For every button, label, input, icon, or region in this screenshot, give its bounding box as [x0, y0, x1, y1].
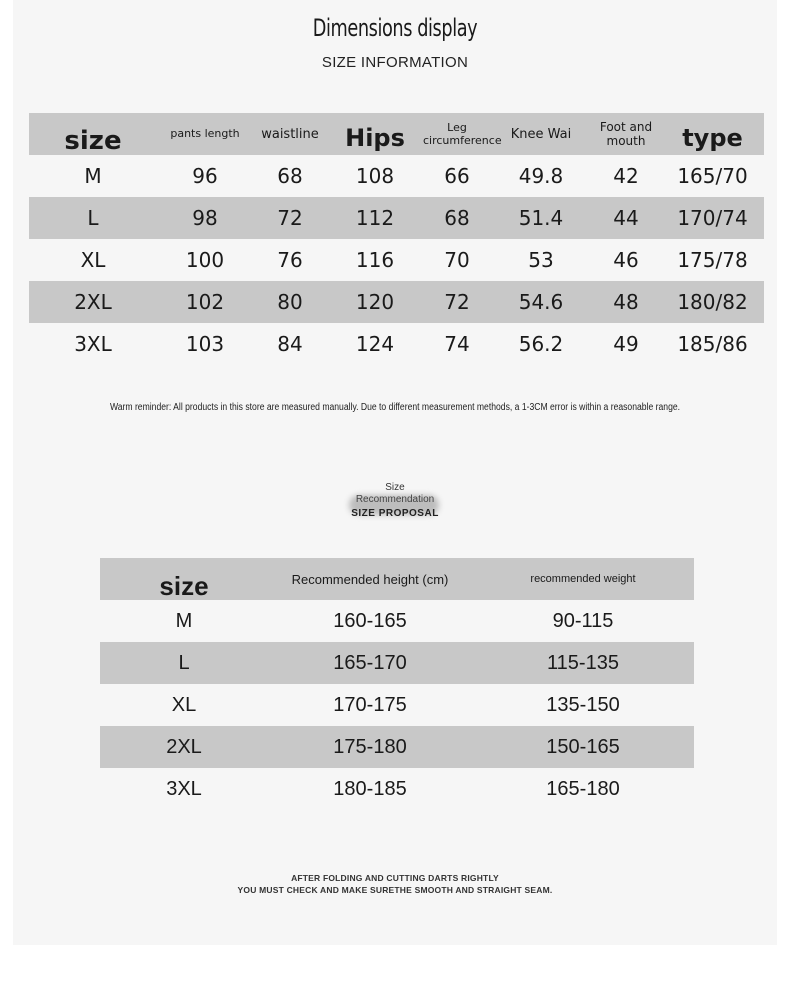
cell-leg-circumference: 66 [444, 164, 470, 188]
footer-line-2: YOU MUST CHECK AND MAKE SURETHE SMOOTH AND STRAIGHT SEAM. [237, 885, 553, 895]
rec-cell-size: M [175, 609, 193, 632]
header-size: size [64, 126, 122, 156]
rec-cell-height: 170-175 [333, 693, 407, 716]
rec-cell-height: 160-165 [333, 609, 407, 632]
rec-cell-size: 3XL [166, 777, 202, 800]
cell-waistline: 76 [277, 248, 303, 272]
rec-cell-weight: 165-180 [546, 777, 620, 800]
rec-cell-weight: 115-135 [547, 651, 619, 674]
header-foot-and-mouth: Foot and mouth [599, 119, 653, 148]
cell-type: 165/70 [677, 164, 748, 188]
cell-knee-wai: 56.2 [518, 332, 564, 356]
table-row [29, 197, 764, 239]
cell-hips: 124 [355, 332, 395, 356]
cell-knee-wai: 53 [528, 248, 554, 272]
badge-line-size-proposal: SIZE PROPOSAL [351, 508, 439, 519]
header-waistline: waistline [261, 126, 319, 142]
rec-cell-height: 175-180 [333, 735, 407, 758]
cell-type: 185/86 [677, 332, 748, 356]
table-header-row [29, 113, 764, 155]
cell-pants-length: 96 [192, 164, 218, 188]
cell-knee-wai: 51.4 [518, 206, 564, 230]
cell-foot-and-mouth: 48 [613, 290, 639, 314]
rec-cell-height: 165-170 [333, 651, 407, 674]
cell-foot-and-mouth: 42 [613, 164, 639, 188]
cell-size: 3XL [74, 332, 112, 356]
size-proposal-badge [347, 482, 443, 520]
table-row [29, 155, 764, 197]
cell-waistline: 72 [277, 206, 303, 230]
cell-hips: 120 [355, 290, 395, 314]
cell-pants-length: 103 [185, 332, 225, 356]
table-row [100, 768, 694, 810]
header-pants-length: pants length [170, 127, 240, 141]
rec-cell-height: 180-185 [333, 777, 407, 800]
cell-pants-length: 102 [185, 290, 225, 314]
table-row [100, 684, 694, 726]
table-row [29, 239, 764, 281]
cell-size: 2XL [74, 290, 112, 314]
header-type: type [682, 124, 743, 152]
cell-hips: 112 [355, 206, 395, 230]
cell-foot-and-mouth: 49 [613, 332, 639, 356]
page-title: Dimensions display [312, 14, 478, 42]
cell-waistline: 80 [277, 290, 303, 314]
rec-table-header-row [100, 558, 694, 600]
cell-pants-length: 100 [185, 248, 225, 272]
size-information-table [29, 113, 764, 365]
cell-foot-and-mouth: 44 [613, 206, 639, 230]
cell-type: 180/82 [677, 290, 748, 314]
rec-cell-weight: 150-165 [546, 735, 620, 758]
cell-leg-circumference: 72 [444, 290, 470, 314]
cell-waistline: 68 [277, 164, 303, 188]
size-recommendation-table [100, 558, 694, 810]
cell-pants-length: 98 [192, 206, 218, 230]
cell-type: 170/74 [677, 206, 748, 230]
cell-hips: 116 [355, 248, 395, 272]
rec-header-height: Recommended height (cm) [291, 571, 449, 587]
cell-type: 175/78 [677, 248, 748, 272]
rec-cell-weight: 135-150 [546, 693, 620, 716]
page-subtitle: SIZE INFORMATION [321, 54, 469, 71]
cell-size: M [84, 164, 102, 188]
cell-hips: 108 [355, 164, 395, 188]
cell-size: L [87, 206, 99, 230]
rec-cell-size: XL [171, 693, 197, 716]
footer-line-1: AFTER FOLDING AND CUTTING DARTS RIGHTLY [291, 873, 499, 883]
header-knee-wai: Knee Wai [510, 126, 572, 142]
rec-cell-size: 2XL [166, 735, 202, 758]
warm-reminder-note: Warm reminder: All products in this store are measured manually. Due to different measurement methods, a 1-3CM error is within a reasonable range. [109, 402, 681, 413]
rec-header-weight: recommended weight [530, 573, 636, 585]
cell-waistline: 84 [277, 332, 303, 356]
table-row [29, 281, 764, 323]
rec-header-size: size [159, 570, 209, 601]
rec-cell-weight: 90-115 [552, 609, 614, 632]
cell-leg-circumference: 68 [444, 206, 470, 230]
header-hips: Hips [345, 124, 405, 152]
table-row [100, 600, 694, 642]
footer-note [0, 872, 790, 896]
table-row [29, 323, 764, 365]
cell-foot-and-mouth: 46 [613, 248, 639, 272]
badge-line-size: Size [385, 482, 405, 493]
header-leg-circumference: Leg circumference [423, 120, 502, 147]
cell-knee-wai: 49.8 [518, 164, 564, 188]
table-row [100, 642, 694, 684]
cell-leg-circumference: 70 [444, 248, 470, 272]
rec-cell-size: L [178, 651, 190, 674]
cell-leg-circumference: 74 [444, 332, 470, 356]
cell-size: XL [80, 248, 106, 272]
table-row [100, 726, 694, 768]
badge-line-recommendation: Recommendation [355, 494, 435, 505]
cell-knee-wai: 54.6 [518, 290, 564, 314]
